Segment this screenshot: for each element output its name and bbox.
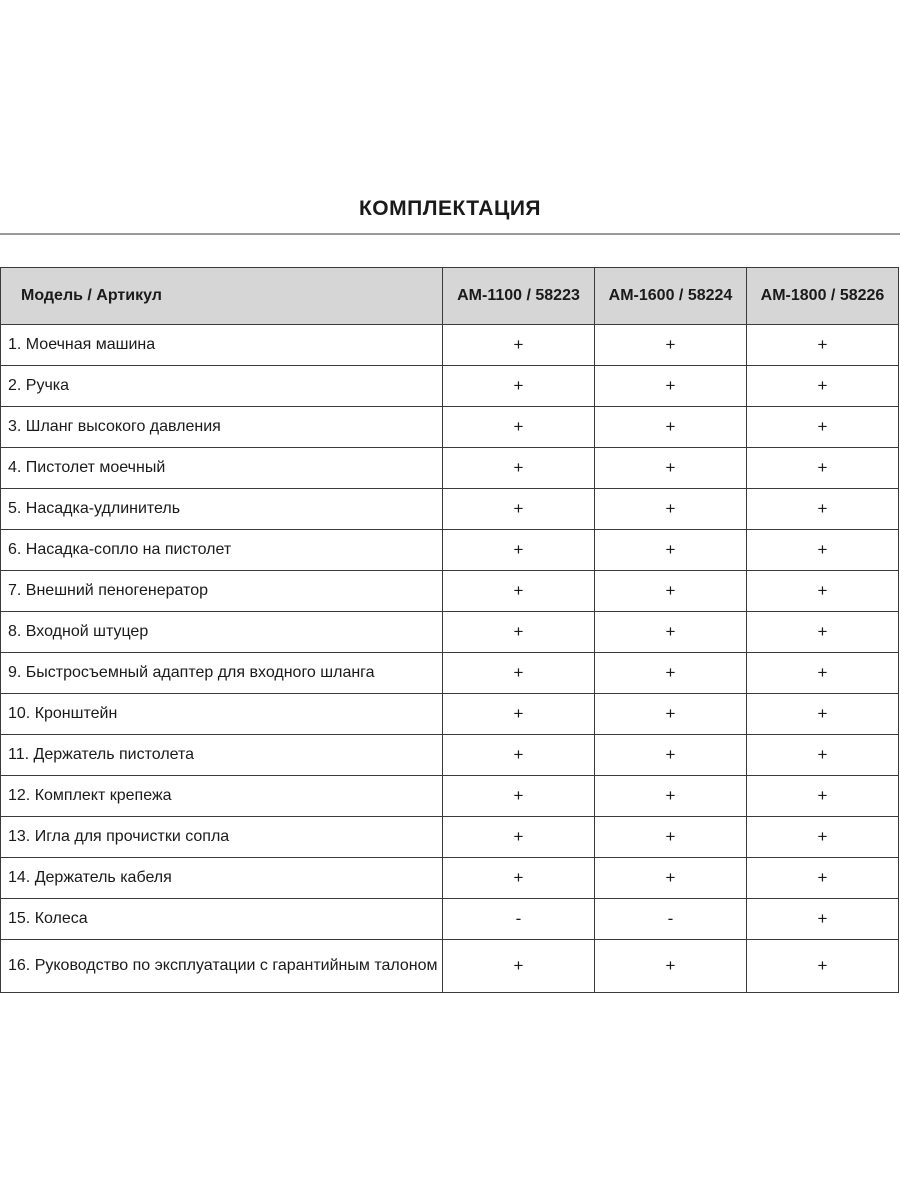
table-row — [1, 735, 899, 776]
availability-cell: + — [595, 489, 747, 530]
availability-cell: + — [595, 653, 747, 694]
item-name-cell: 2. Ручка — [1, 366, 443, 407]
availability-cell: + — [443, 366, 595, 407]
item-name-cell: 3. Шланг высокого давления — [1, 407, 443, 448]
availability-cell: + — [595, 530, 747, 571]
item-name-cell: 9. Быстросъемный адаптер для входного шланга — [1, 653, 443, 694]
item-name-cell: 7. Внешний пеногенератор — [1, 571, 443, 612]
availability-cell: + — [443, 858, 595, 899]
availability-cell: + — [747, 653, 899, 694]
availability-cell: + — [595, 407, 747, 448]
table-row — [1, 817, 899, 858]
availability-cell: + — [747, 940, 899, 993]
availability-cell: + — [443, 940, 595, 993]
equipment-table — [0, 267, 899, 993]
item-name-cell: 8. Входной штуцер — [1, 612, 443, 653]
availability-cell: + — [595, 612, 747, 653]
item-name-cell: 10. Кронштейн — [1, 694, 443, 735]
item-name-cell: 12. Комплект крепежа — [1, 776, 443, 817]
item-name-cell: 6. Насадка-сопло на пистолет — [1, 530, 443, 571]
availability-cell: + — [443, 776, 595, 817]
availability-cell: + — [595, 694, 747, 735]
table-row — [1, 776, 899, 817]
table-header-row — [1, 268, 899, 325]
page-title: КОМПЛЕКТАЦИЯ — [358, 197, 542, 220]
availability-cell: + — [595, 325, 747, 366]
availability-cell: + — [443, 817, 595, 858]
availability-cell: + — [443, 694, 595, 735]
column-header-model: AM-1800 / 58226 — [747, 268, 899, 325]
column-header-model: AM-1600 / 58224 — [595, 268, 747, 325]
availability-cell: + — [595, 817, 747, 858]
item-name-cell: 16. Руководство по эксплуатации с гарантийным талоном — [1, 940, 443, 993]
item-name-cell: 5. Насадка-удлинитель — [1, 489, 443, 530]
availability-cell: + — [595, 571, 747, 612]
availability-cell: + — [595, 940, 747, 993]
availability-cell: + — [747, 325, 899, 366]
table-row — [1, 366, 899, 407]
availability-cell: + — [595, 776, 747, 817]
item-name-cell: 15. Колеса — [1, 899, 443, 940]
table-row — [1, 612, 899, 653]
column-header-model-article: Модель / Артикул — [1, 268, 443, 325]
availability-cell: + — [443, 612, 595, 653]
availability-cell: + — [443, 407, 595, 448]
table-row — [1, 448, 899, 489]
availability-cell: + — [747, 530, 899, 571]
availability-cell: - — [443, 899, 595, 940]
availability-cell: + — [747, 571, 899, 612]
availability-cell: + — [747, 735, 899, 776]
availability-cell: + — [443, 325, 595, 366]
title-divider — [0, 233, 900, 235]
availability-cell: + — [747, 612, 899, 653]
availability-cell: + — [595, 858, 747, 899]
availability-cell: + — [443, 489, 595, 530]
availability-cell: + — [747, 776, 899, 817]
item-name-cell: 4. Пистолет моечный — [1, 448, 443, 489]
availability-cell: + — [747, 694, 899, 735]
availability-cell: + — [595, 448, 747, 489]
availability-cell: + — [747, 489, 899, 530]
table-row — [1, 407, 899, 448]
availability-cell: + — [747, 899, 899, 940]
table-row — [1, 530, 899, 571]
availability-cell: + — [747, 858, 899, 899]
availability-cell: + — [747, 366, 899, 407]
availability-cell: + — [595, 366, 747, 407]
availability-cell: + — [443, 448, 595, 489]
availability-cell: + — [443, 653, 595, 694]
table-row — [1, 694, 899, 735]
availability-cell: - — [595, 899, 747, 940]
item-name-cell: 14. Держатель кабеля — [1, 858, 443, 899]
availability-cell: + — [747, 407, 899, 448]
item-name-cell: 11. Держатель пистолета — [1, 735, 443, 776]
availability-cell: + — [443, 530, 595, 571]
item-name-cell: 13. Игла для прочистки сопла — [1, 817, 443, 858]
table-row — [1, 325, 899, 366]
table-row — [1, 489, 899, 530]
availability-cell: + — [747, 817, 899, 858]
availability-cell: + — [747, 448, 899, 489]
table-row — [1, 940, 899, 993]
table-row — [1, 899, 899, 940]
table-row — [1, 653, 899, 694]
column-header-model: AM-1100 / 58223 — [443, 268, 595, 325]
availability-cell: + — [595, 735, 747, 776]
availability-cell: + — [443, 735, 595, 776]
table-row — [1, 858, 899, 899]
item-name-cell: 1. Моечная машина — [1, 325, 443, 366]
table-row — [1, 571, 899, 612]
availability-cell: + — [443, 571, 595, 612]
